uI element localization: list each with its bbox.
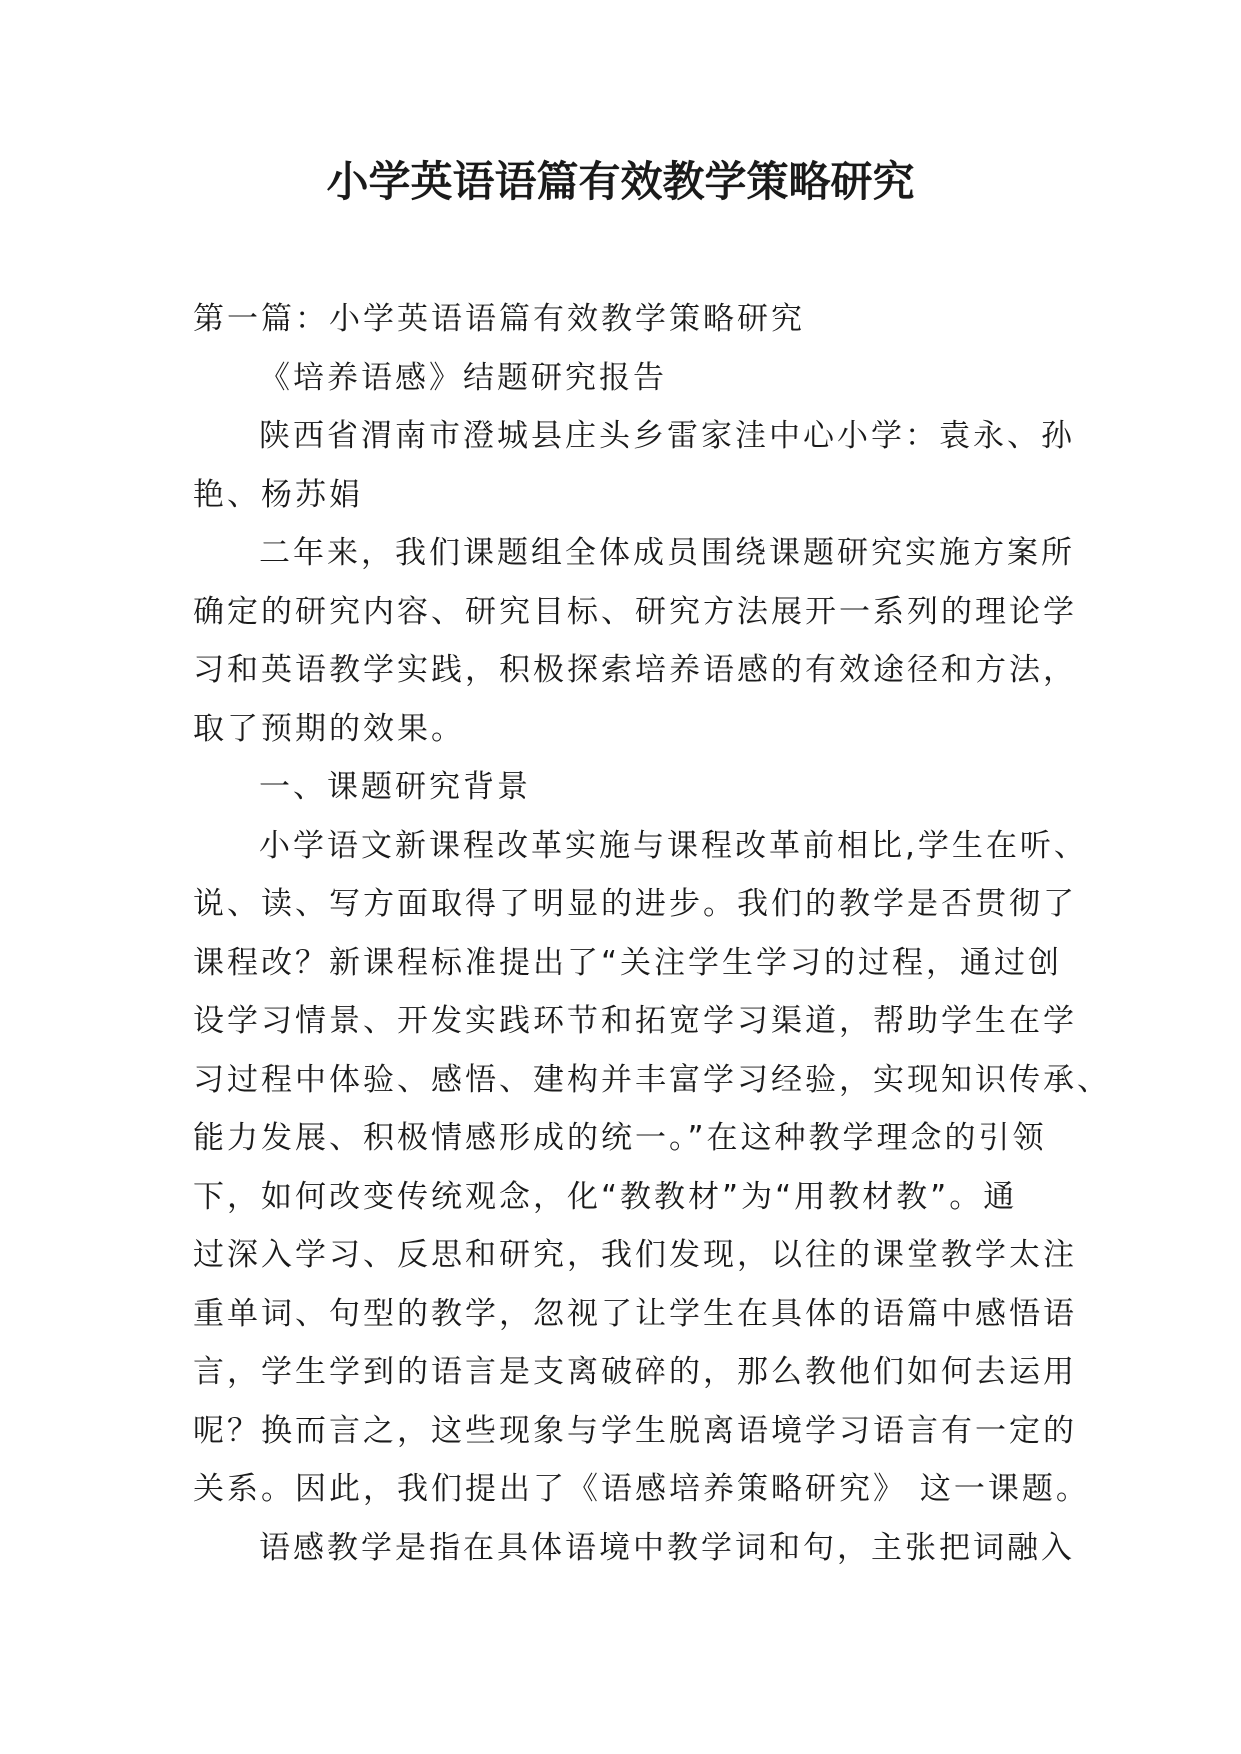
text-line: 能力发展、积极情感形成的统一。”在这种教学理念的引领 [193, 1120, 1047, 1156]
text-line: 小学语文新课程改革实施与课程改革前相比,学生在听、 [259, 827, 1088, 864]
text-line: 《培养语感》结题研究报告 [259, 359, 667, 396]
text-line: 过深入学习、反思和研究，我们发现，以往的课堂教学太注 [193, 1237, 1077, 1273]
text-line: 二年来，我们课题组全体成员围绕课题研究实施方案所 [259, 535, 1075, 571]
text-line: 第一篇：小学英语语篇有效教学策略研究 [193, 301, 805, 337]
text-line: 习过程中体验、感悟、建构并丰富学习经验，实现知识传承、 [193, 1061, 1111, 1098]
text-line: 课程改？新课程标准提出了“关注学生学习的过程，通过创 [193, 944, 1063, 981]
text-line: 一、课题研究背景 [259, 769, 531, 805]
text-line: 关系。因此，我们提出了《语感培养策略研究》 这一课题。 [193, 1471, 1090, 1507]
document-body [193, 290, 1111, 1577]
text-line: 说、读、写方面取得了明显的进步。我们的教学是否贯彻了 [193, 886, 1077, 922]
text-line: 语感教学是指在具体语境中教学词和句，主张把词融入 [259, 1529, 1075, 1566]
text-line: 呢？换而言之，这些现象与学生脱离语境学习语言有一定的 [193, 1412, 1077, 1449]
text-line: 确定的研究内容、研究目标、研究方法展开一系列的理论学 [193, 593, 1077, 630]
text-line: 习和英语教学实践，积极探索培养语感的有效途径和方法， [193, 652, 1077, 688]
text-line: 设学习情景、开发实践环节和拓宽学习渠道，帮助学生在学 [193, 1003, 1077, 1039]
text-line: 重单词、句型的教学，忽视了让学生在具体的语篇中感悟语 [193, 1295, 1077, 1332]
text-line: 陕西省渭南市澄城县庄头乡雷家洼中心小学：袁永、孙 [259, 418, 1075, 454]
text-line: 艳、杨苏娟 [193, 476, 363, 513]
document-title: 小学英语语篇有效教学策略研究 [326, 157, 915, 206]
text-line: 下，如何改变传统观念，化“教教材”为“用教材教”。通 [193, 1178, 1018, 1215]
text-line: 取了预期的效果。 [193, 710, 465, 747]
text-line: 言，学生学到的语言是支离破碎的，那么教他们如何去运用 [193, 1354, 1077, 1390]
